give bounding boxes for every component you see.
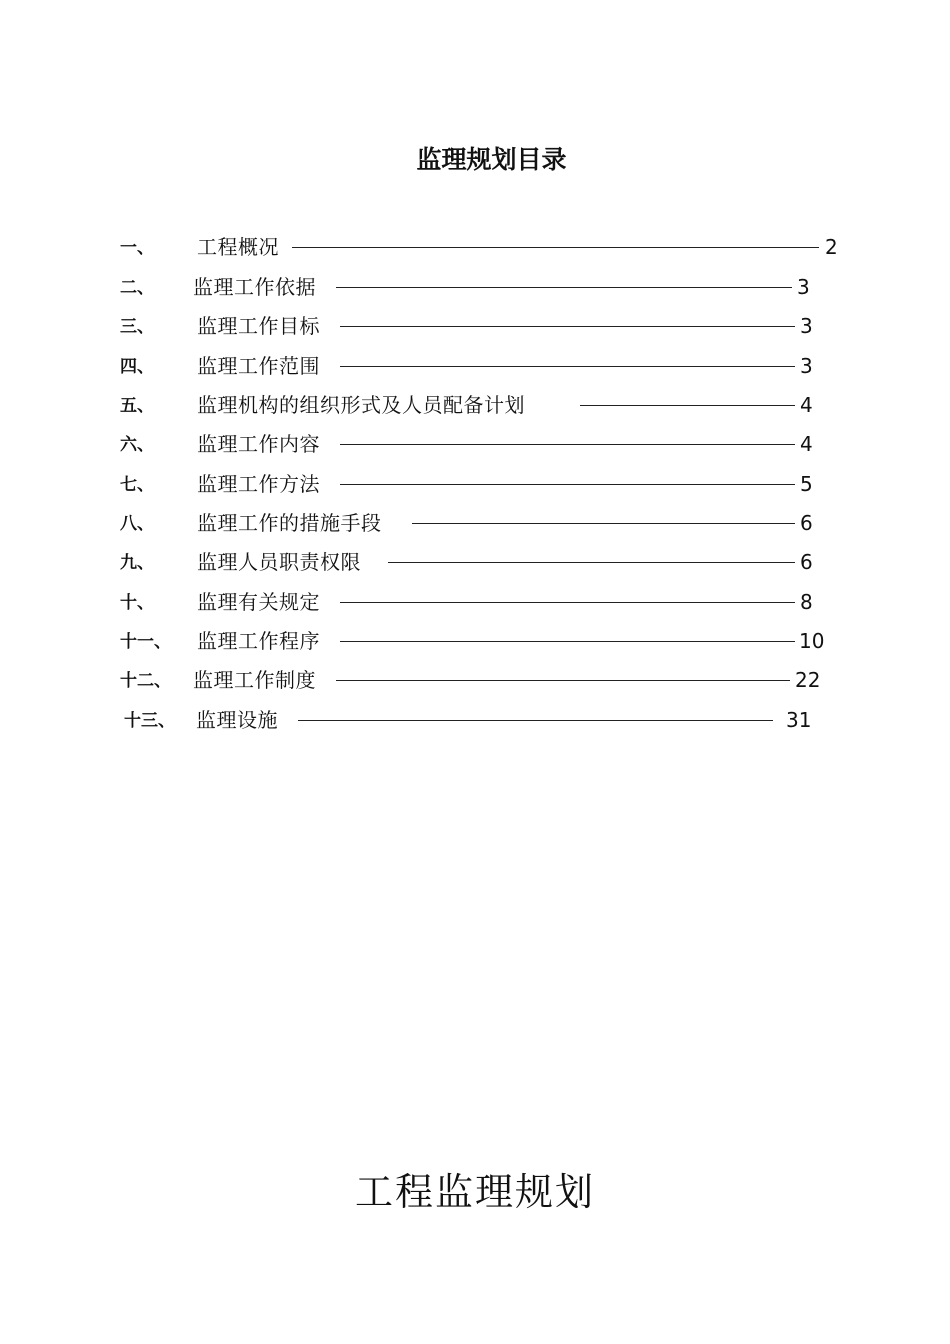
- toc-entry[interactable]: [0, 508, 950, 540]
- toc-entry-number: 十三、: [124, 711, 175, 731]
- toc-entry[interactable]: [0, 351, 950, 383]
- toc-entry[interactable]: [0, 429, 950, 461]
- toc-entry-label: 监理工作制度: [193, 668, 316, 692]
- toc-entry-leader: [292, 247, 819, 248]
- toc-entry-number: 三、: [120, 317, 154, 337]
- toc-entry-number: 十二、: [120, 671, 171, 691]
- toc-entry-page: 4: [800, 393, 813, 417]
- toc-entry-number: 十一、: [120, 632, 171, 652]
- toc-entry-label: 工程概况: [197, 235, 279, 259]
- toc-entry[interactable]: [0, 311, 950, 343]
- toc-entry-leader: [340, 641, 795, 642]
- toc-entry-leader: [340, 326, 795, 327]
- toc-entry-leader: [412, 523, 795, 524]
- toc-entry-number: 四、: [120, 357, 154, 377]
- toc-entry-leader: [388, 562, 795, 563]
- toc-entry-leader: [340, 444, 795, 445]
- toc-entry-number: 一、: [120, 238, 154, 258]
- toc-entry[interactable]: [0, 547, 950, 579]
- toc-entry-leader: [340, 366, 795, 367]
- toc-entry-label: 监理工作方法: [197, 472, 320, 496]
- toc-entry-page: 3: [800, 354, 813, 378]
- toc-entry-number: 八、: [120, 514, 154, 534]
- toc-entry-label: 监理工作依据: [193, 275, 316, 299]
- toc-entry[interactable]: [0, 665, 950, 697]
- toc-entry-leader: [580, 405, 795, 406]
- toc-entry-number: 九、: [120, 553, 154, 573]
- toc-entry-page: 6: [800, 511, 813, 535]
- toc-entry[interactable]: [0, 390, 950, 422]
- toc-entry-label: 监理人员职责权限: [197, 550, 361, 574]
- toc-entry[interactable]: [0, 705, 950, 737]
- toc-entry-page: 22: [795, 668, 821, 692]
- toc-entry-leader: [340, 602, 795, 603]
- toc-entry-number: 六、: [120, 435, 154, 455]
- toc-entry-label: 监理设施: [196, 708, 278, 732]
- toc-entry-label: 监理机构的组织形式及人员配备计划: [197, 393, 525, 417]
- toc-entry-page: 31: [786, 708, 812, 732]
- toc-entry-page: 3: [797, 275, 810, 299]
- toc-entry-label: 监理工作内容: [197, 432, 320, 456]
- toc-entry-page: 6: [800, 550, 813, 574]
- toc-entry-number: 五、: [120, 396, 154, 416]
- toc-entry-leader: [340, 484, 795, 485]
- toc-entry-page: 2: [825, 235, 838, 259]
- toc-entry[interactable]: [0, 626, 950, 658]
- toc-entry-label: 监理工作目标: [197, 314, 320, 338]
- toc-entry-leader: [336, 287, 792, 288]
- toc-entry[interactable]: [0, 272, 950, 304]
- toc-entry[interactable]: [0, 469, 950, 501]
- toc-entry-page: 4: [800, 432, 813, 456]
- toc-entry[interactable]: [0, 232, 950, 264]
- toc-entry-label: 监理工作程序: [197, 629, 320, 653]
- toc-entry-number: 二、: [120, 278, 154, 298]
- toc-entry-label: 监理工作范围: [197, 354, 320, 378]
- toc-entry-label: 监理工作的措施手段: [197, 511, 382, 535]
- toc-entry-page: 5: [800, 472, 813, 496]
- toc-entry-number: 十、: [120, 593, 154, 613]
- toc-entry-page: 3: [800, 314, 813, 338]
- toc-entry-number: 七、: [120, 475, 154, 495]
- toc-entry-leader: [336, 680, 790, 681]
- toc-entry-label: 监理有关规定: [197, 590, 320, 614]
- toc-entry-page: 10: [799, 629, 825, 653]
- toc-title: 监理规划目录: [416, 145, 567, 174]
- toc-entry-page: 8: [800, 590, 813, 614]
- toc-entry[interactable]: [0, 587, 950, 619]
- document-title: 工程监理规划: [354, 1170, 595, 1214]
- toc-entry-leader: [298, 720, 773, 721]
